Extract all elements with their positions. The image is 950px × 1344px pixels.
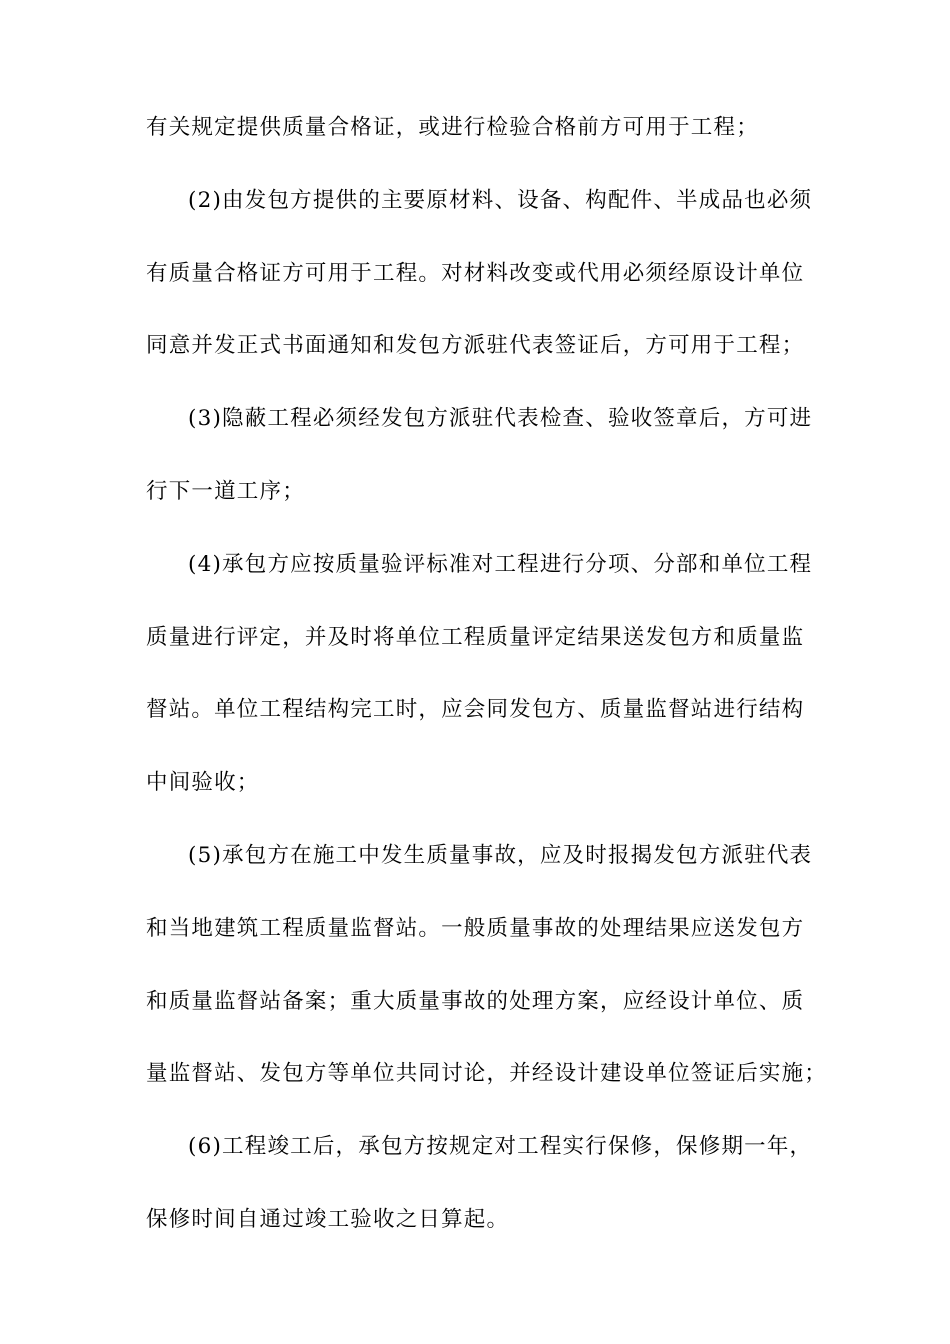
text-line-15: (6)工程竣工后，承包方按规定对工程实行保修，保修期一年， xyxy=(188,1134,813,1160)
text-line-1: 有关规定提供质量合格证，或进行检验合格前方可用于工程； xyxy=(146,115,759,140)
text-line-3: 有质量合格证方可用于工程。对材料改变或代用必须经原设计单位 xyxy=(146,260,805,286)
text-line-8: 质量进行评定，并及时将单位工程质量评定结果送发包方和质量监 xyxy=(146,624,805,650)
text-line-5: (3)隐蔽工程必须经发包方派驻代表检查、验收签章后，方可进 xyxy=(188,406,813,432)
text-line-12: 和当地建筑工程质量监督站。一般质量事故的处理结果应送发包方 xyxy=(146,915,805,941)
text-line-11: (5)承包方在施工中发生质量事故，应及时报揭发包方派驻代表 xyxy=(188,842,813,868)
text-line-16: 保修时间自通过竣工验收之日算起。 xyxy=(146,1206,510,1232)
text-line-2: (2)由发包方提供的主要原材料、设备、构配件、半成品也必须 xyxy=(188,187,813,213)
text-line-14: 量监督站、发包方等单位共同讨论，并经设计建设单位签证后实施； xyxy=(146,1061,828,1087)
text-line-9: 督站。单位工程结构完工时，应会同发包方、质量监督站进行结构 xyxy=(146,697,805,723)
text-line-10: 中间验收； xyxy=(146,770,260,796)
text-line-4: 同意并发正式书面通知和发包方派驻代表签证后，方可用于工程； xyxy=(146,333,805,359)
document-body xyxy=(146,92,828,1257)
text-line-13: 和质量监督站备案；重大质量事故的处理方案，应经设计单位、质 xyxy=(146,988,805,1014)
text-line-6: 行下一道工序； xyxy=(146,478,305,504)
text-line-7: (4)承包方应按质量验评标准对工程进行分项、分部和单位工程 xyxy=(188,551,813,577)
